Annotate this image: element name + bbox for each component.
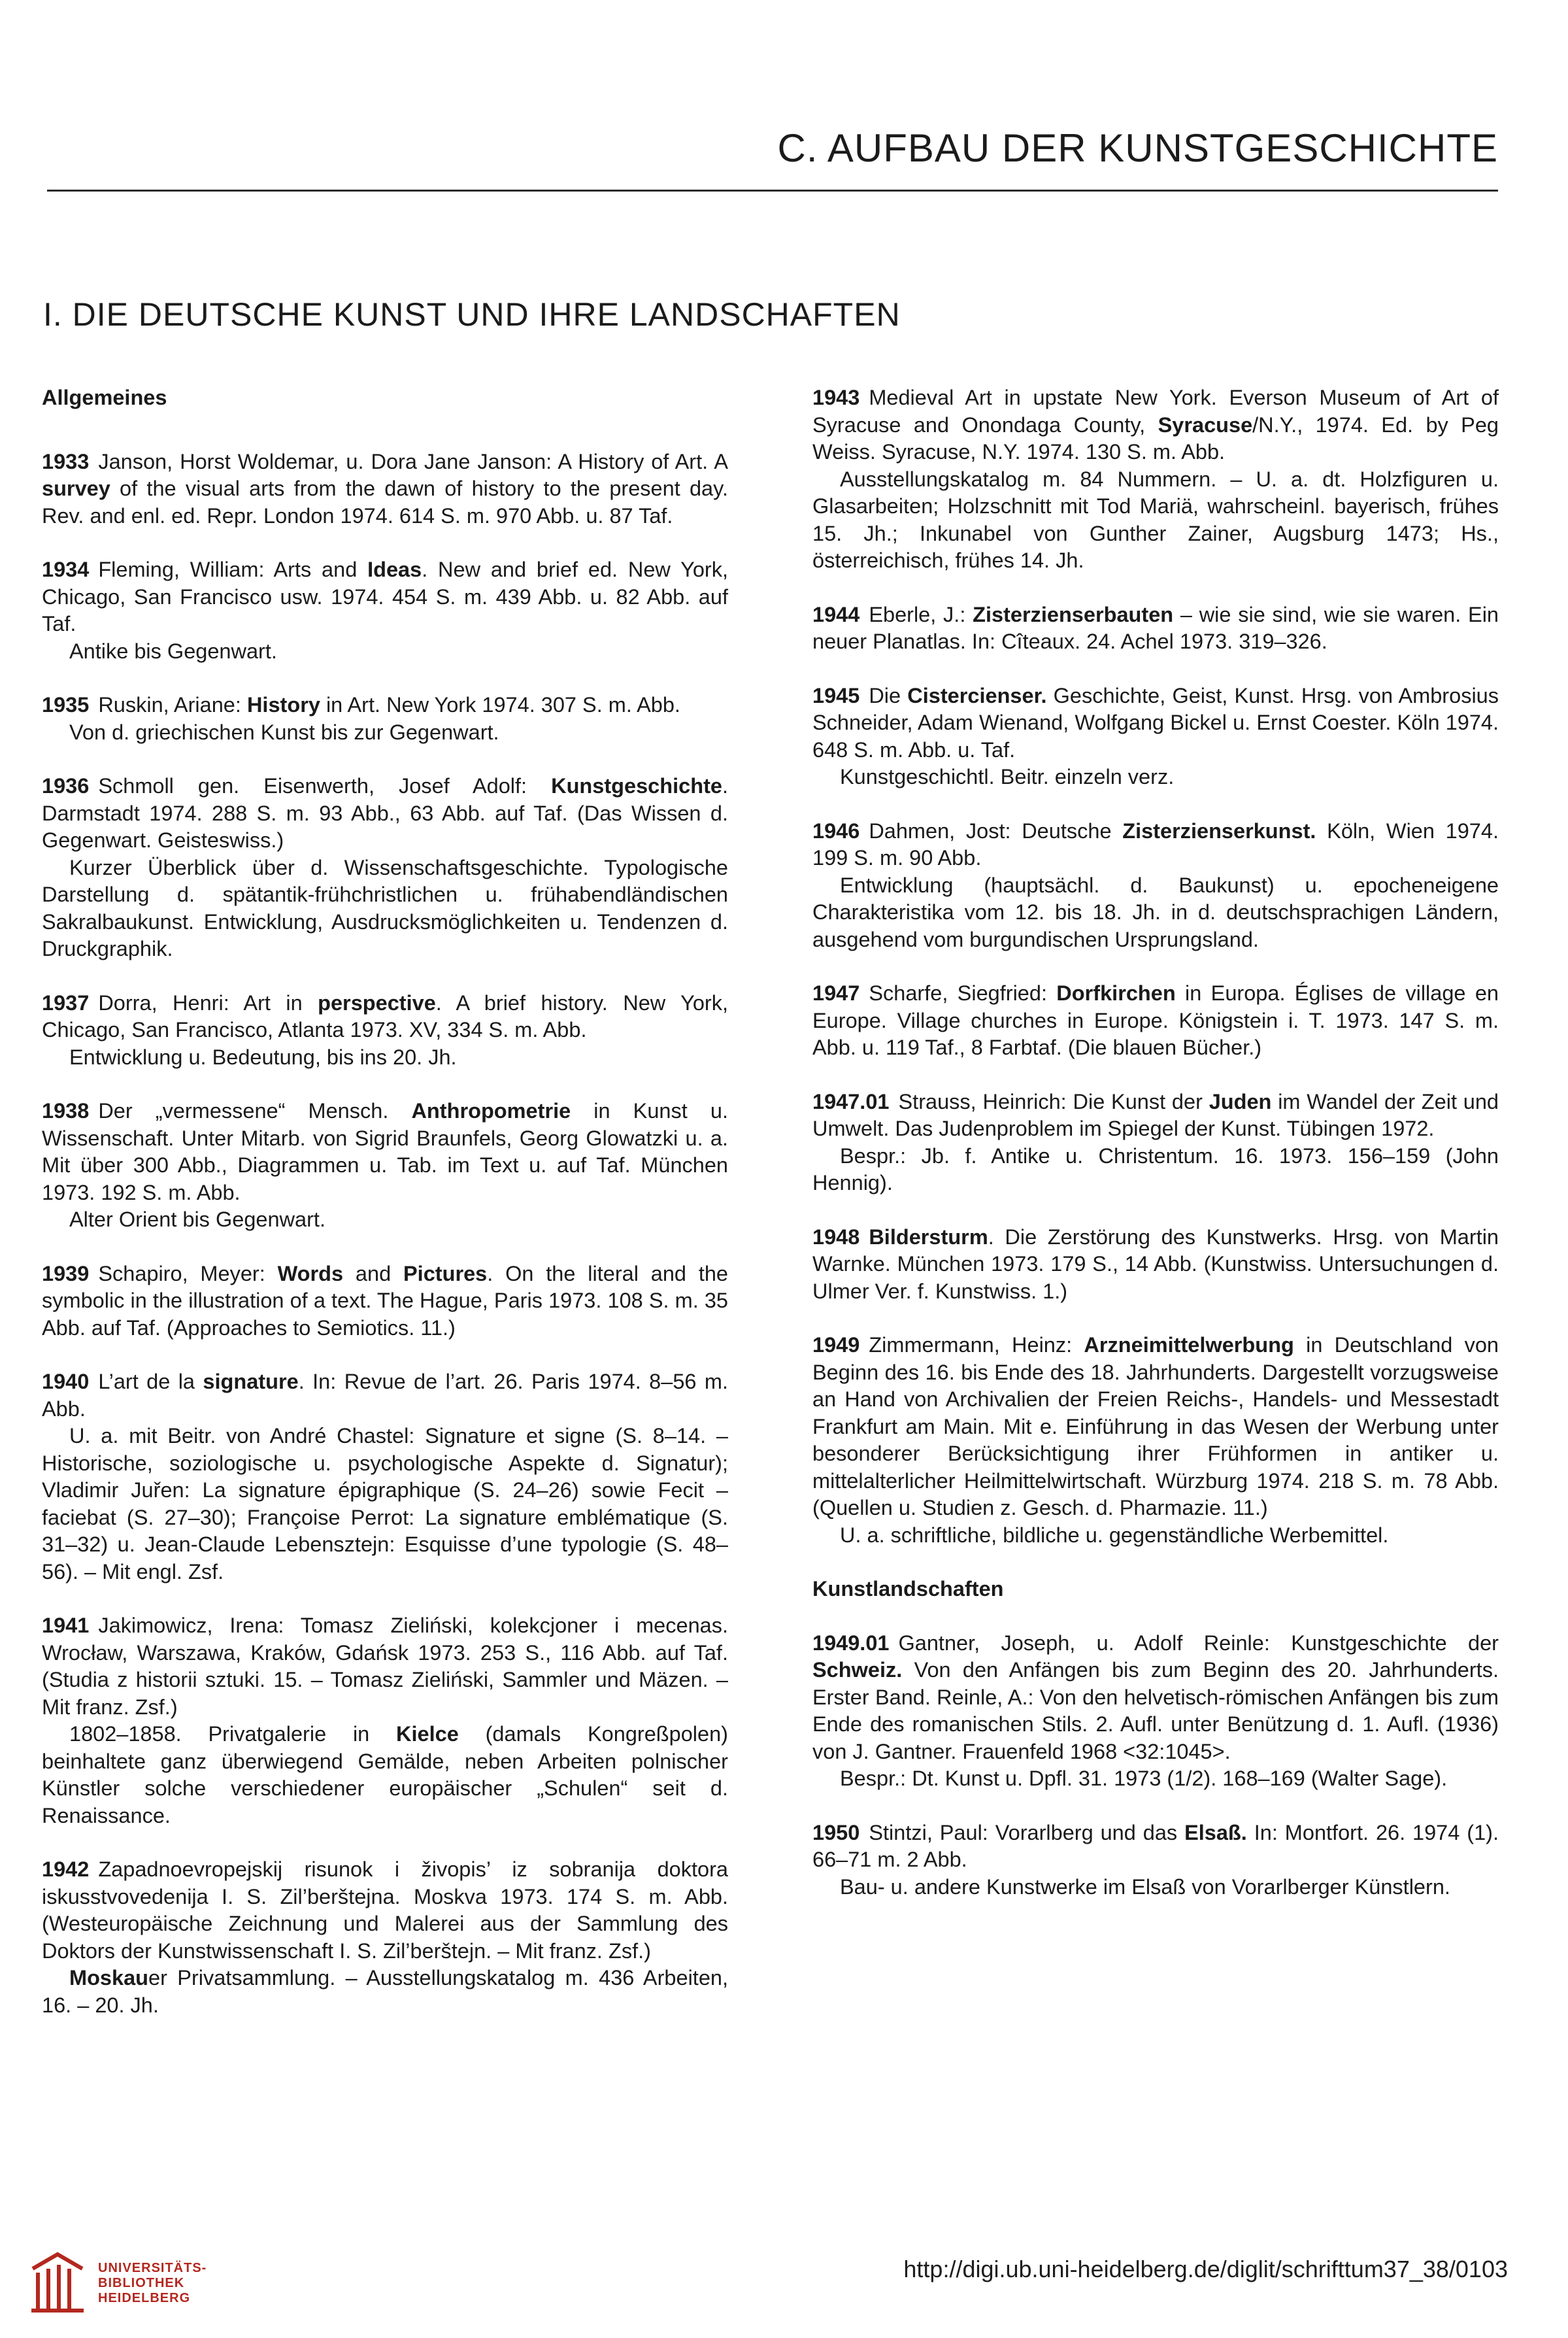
entry-text: in Europa. Églises de village en Europe. Village churches in Europe. Königstein i. T. 1973. 147 S. m. Abb. u. 119 Taf., 8 Farbtaf. (Die blauen Bücher.) (812, 981, 1499, 1059)
entry-citation (42, 1368, 728, 1423)
bibliography-entry (42, 1856, 728, 2019)
library-logo-icon (26, 2249, 89, 2314)
keyword: History (246, 693, 320, 717)
entry-annotation: U. a. schriftliche, bildliche u. gegenständliche Werbemittel. (840, 1523, 1389, 1547)
bibliography-entry (812, 1224, 1499, 1306)
entry-text: L’art de la (98, 1370, 203, 1393)
entry-text: Von den Anfängen bis zum Beginn des 20. Jahrhunderts. Erster Band. Reinle, A.: Von den helvetisch-römischen Anfängen bis zum Ende des romanischen Stils. 2. Aufl. unter Benützung d. 1. Aufl. (1936) von J. Gantner. Frauenfeld 1968 <32:1045>. (812, 1658, 1499, 1763)
entry-list-right (812, 384, 1499, 1549)
entry-text: in Art. New York 1974. 307 S. m. Abb. (320, 693, 680, 717)
keyword: Zisterzienserbauten (973, 602, 1174, 626)
entry-citation (42, 1612, 728, 1721)
entry-citation (812, 601, 1499, 656)
bibliography-entry (42, 773, 728, 963)
bibliography-entry (42, 1098, 728, 1234)
bibliography-entry (812, 683, 1499, 791)
entry-annotation: Von d. griechischen Kunst bis zur Gegenwart. (69, 720, 499, 744)
right-column (812, 384, 1499, 1927)
entry-text: Der „vermessene“ Mensch. (98, 1099, 412, 1123)
entry-citation (812, 384, 1499, 466)
entry-annotation: Bau- u. andere Kunstwerke im Elsaß von Vorarlberger Künstlern. (840, 1874, 1450, 1899)
entry-text: 1802–1858. Privatgalerie in (69, 1722, 397, 1746)
entry-annotation: Bespr.: Dt. Kunst u. Dpfl. 31. 1973 (1/2). 168–169 (Walter Sage). (840, 1767, 1448, 1790)
entry-text: and (343, 1261, 403, 1285)
entry-text: Ruskin, Ariane: (98, 693, 247, 717)
entry-citation (812, 980, 1499, 1062)
left-column (42, 384, 728, 2046)
entry-number: 1941 (42, 1614, 90, 1637)
keyword: Pictures (403, 1261, 488, 1285)
logo-text-line: BIBLIOTHEK (98, 2276, 185, 2290)
bibliography-entry (812, 384, 1499, 575)
keyword: Schweiz. (812, 1658, 903, 1682)
entry-text: – wie sie sind, wie sie waren. Ein neuer Planatlas. In: Cîteaux. 24. Achel 1973. 319–326. (812, 602, 1499, 653)
entry-list-left (42, 449, 728, 2020)
entry-citation (812, 1332, 1499, 1522)
bibliography-entry (812, 1630, 1499, 1793)
entry-text: Fleming, William: Arts and (98, 558, 368, 581)
entry-annotation: Antike bis Gegenwart. (69, 639, 277, 663)
entry-number: 1946 (812, 819, 860, 843)
entry-text: . Darmstadt 1974. 288 S. m. 93 Abb., 63 Abb. auf Taf. (Das Wissen d. Gegenwart. Geisteswiss.) (42, 774, 728, 852)
keyword: Juden (1209, 1089, 1272, 1113)
keyword: Arzneimittelwerbung (1084, 1333, 1294, 1357)
entry-number: 1944 (812, 602, 860, 626)
entry-number: 1937 (42, 991, 90, 1015)
entry-citation (42, 556, 728, 638)
entry-text: (damals Kongreßpolen) beinhaltete ganz überwiegend Gemälde, neben Arbeiten polnischer Künstler solche verschiedener europäischer „Schulen“ seit d. Renaissance. (42, 1722, 728, 1827)
entry-number: 1943 (812, 386, 860, 409)
entry-text: Dorra, Henri: Art in (98, 991, 318, 1015)
entry-list-kunstlandschaften (812, 1630, 1499, 1901)
entry-number: 1949 (812, 1333, 860, 1357)
bibliography-entry (812, 818, 1499, 954)
keyword: Anthropometrie (411, 1099, 571, 1123)
header-rule (47, 190, 1498, 192)
entry-text: Janson, Horst Woldemar, u. Dora Jane Janson: A History of Art. A (98, 449, 728, 473)
entry-text: Geschichte, Geist, Kunst. Hrsg. von Ambrosius Schneider, Adam Wienand, Wolfgang Bickel u. Ernst Coester. Köln 1974. 648 S. m. Abb. u. Taf. (812, 683, 1499, 762)
logo-text-line: UNIVERSITÄTS- (98, 2261, 207, 2275)
entry-annotation (42, 1721, 728, 1829)
entry-text: Köln, Wien 1974. 199 S. m. 90 Abb. (812, 819, 1499, 870)
entry-number: 1935 (42, 693, 90, 717)
keyword: Moskau (69, 1966, 149, 1990)
keyword: Dorfkirchen (1056, 981, 1176, 1005)
keyword: Cistercienser. (907, 683, 1047, 707)
entry-citation (42, 990, 728, 1044)
keyword: Elsaß. (1184, 1820, 1247, 1844)
bibliography-entry (812, 1820, 1499, 1901)
entry-text: Zapadnoevropejskij risunok i živopis’ iz sobranija doktora iskusstvovedenija I. S. Zil’berštejna. Moskva 1973. 174 S. m. Abb. (Westeuropäische Zeichnung und Malerei aus der Sammlung des Doktors der Kunstwissenschaft I. S. Zil’berštejn. – Mit franz. Zsf.) (42, 1857, 728, 1963)
entry-text: Scharfe, Siegfried: (869, 981, 1057, 1005)
entry-number: 1936 (42, 774, 90, 798)
entry-number: 1940 (42, 1370, 90, 1393)
bibliography-entry (42, 556, 728, 665)
keyword: Words (277, 1261, 344, 1285)
bibliography-entry (42, 692, 728, 746)
keyword: Kunstgeschichte (551, 774, 722, 798)
heading-allgemeines: Allgemeines (42, 386, 167, 409)
entry-number: 1945 (812, 683, 860, 707)
entry-text: Dahmen, Jost: Deutsche (869, 819, 1123, 843)
entry-annotation: Kunstgeschichtl. Beitr. einzeln verz. (840, 765, 1175, 788)
entry-number: 1934 (42, 558, 90, 581)
entry-number: 1948 (812, 1225, 860, 1249)
entry-citation (42, 1261, 728, 1342)
entry-text: in Deutschland von Beginn des 16. bis Ende des 18. Jahrhunderts. Dargestellt vorzugsweise an Hand von Archivalien der Freien Reichs-, Handels- und Messestadt Frankfurt am Main. Mit e. Einführung in das Wesen der Werbung unter besonderer Berücksichtigung ihrer Frühformen in antiker u. mittelalterlicher Heilmittelwirtschaft. Würzburg 1974. 218 S. m. 78 Abb. (Quellen u. Studien z. Gesch. d. Pharmazie. 11.) (812, 1333, 1499, 1519)
entry-text: of the visual arts from the dawn of history to the present day. Rev. and enl. ed. Repr. London 1974. 614 S. m. 970 Abb. u. 87 Taf. (42, 477, 728, 528)
entry-text: Medieval Art in upstate New York. Everson Museum of Art of Syracuse and Onondaga County, (812, 386, 1499, 437)
bibliography-entry (42, 1612, 728, 1829)
section-title: C. AUFBAU DER KUNSTGESCHICHTE (777, 126, 1498, 170)
keyword: perspective (318, 991, 436, 1015)
entry-citation (42, 692, 728, 719)
bibliography-entry (42, 449, 728, 530)
entry-number: 1947.01 (812, 1089, 890, 1113)
keyword: Zisterzienserkunst. (1122, 819, 1316, 843)
entry-text: im Wandel der Zeit und Umwelt. Das Judenproblem im Spiegel der Kunst. Tübingen 1972. (812, 1089, 1499, 1140)
entry-number: 1938 (42, 1099, 90, 1123)
entry-text: Stintzi, Paul: Vorarlberg und das (869, 1820, 1185, 1844)
entry-annotation: U. a. mit Beitr. von André Chastel: Signature et signe (S. 8–14. – Historische, soziologische u. psychologische Aspekte d. Signatur); Vladimir Juřen: La signature épigraphique (S. 24–26) sowie Fecit – faciebat (S. 27–30); Françoise Perrot: La signature emblématique (S. 31–32) u. Jean-Claude Lebensztejn: Esquisse d’une typologie (S. 48–56). – Mit engl. Zsf. (42, 1424, 728, 1584)
entry-text: in Kunst u. Wissenschaft. Unter Mitarb. von Sigrid Braunfels, Georg Glowatzki u. a. Mit über 300 Abb., Diagrammen u. Tab. im Text u. auf Taf. München 1973. 192 S. m. Abb. (42, 1099, 728, 1204)
entry-citation (812, 818, 1499, 872)
bibliography-entry (812, 1089, 1499, 1197)
entry-citation (42, 449, 728, 530)
entry-citation (42, 773, 728, 855)
logo-text-line: HEIDELBERG (98, 2291, 191, 2305)
entry-text: Schapiro, Meyer: (98, 1261, 278, 1285)
entry-citation (812, 1089, 1499, 1143)
entry-text: . On the literal and the symbolic in the illustration of a text. The Hague, Paris 1973. 108 S. m. 35 Abb. auf Taf. (Approaches to Semiotics. 11.) (42, 1261, 728, 1340)
entry-number: 1947 (812, 981, 860, 1005)
entry-text: In: Montfort. 26. 1974 (1). 66–71 m. 2 Abb. (812, 1820, 1499, 1871)
entry-text: Eberle, J.: (869, 602, 973, 626)
entry-text: er Privatsammlung. – Ausstellungskatalog m. 436 Arbeiten, 16. – 20. Jh. (42, 1966, 728, 2017)
entry-text: . A brief history. New York, Chicago, San Francisco, Atlanta 1973. XV, 334 S. m. Abb. (42, 991, 728, 1042)
entry-citation (42, 1856, 728, 1965)
heading-kunstlandschaften: Kunstlandschaften (812, 1577, 1004, 1601)
source-url-link[interactable]: http://digi.ub.uni-heidelberg.de/diglit/schrifttum37_38/0103 (903, 2256, 1508, 2282)
entry-citation (812, 1630, 1499, 1766)
keyword: Ideas (367, 558, 422, 581)
bibliography-entry (812, 1332, 1499, 1549)
keyword: signature (203, 1370, 299, 1393)
entry-annotation (42, 1965, 728, 2019)
entry-citation (812, 1820, 1499, 1874)
entry-annotation: Entwicklung (hauptsächl. d. Baukunst) u. epocheneigene Charakteristika vom 12. bis 18. Jh. in d. deutschsprachigen Ländern, ausgehend vom burgundischen Ursprungsland. (812, 873, 1499, 951)
entry-text: Gantner, Joseph, u. Adolf Reinle: Kunstgeschichte der (898, 1631, 1499, 1655)
keyword: Kielce (396, 1722, 459, 1746)
entry-number: 1942 (42, 1857, 90, 1881)
entry-text: Schmoll gen. Eisenwerth, Josef Adolf: (98, 774, 552, 798)
entry-text: . Die Zerstörung des Kunstwerks. Hrsg. von Martin Warnke. München 1973. 179 S., 14 Abb. (Kunstwiss. Untersuchungen d. Ulmer Ver. f. Kunstwiss. 1.) (812, 1225, 1499, 1303)
library-logo[interactable] (26, 2249, 242, 2314)
entry-citation (42, 1098, 728, 1206)
entry-number: 1949.01 (812, 1631, 890, 1655)
library-logo-text (98, 2261, 207, 2306)
entry-text: . In: Revue de l’art. 26. Paris 1974. 8–56 m. Abb. (42, 1370, 728, 1421)
entry-number: 1933 (42, 449, 90, 473)
bibliography-entry (812, 980, 1499, 1062)
bibliography-entry (42, 1368, 728, 1585)
entry-number: 1950 (812, 1820, 860, 1844)
entry-text: /N.Y., 1974. Ed. by Peg Weiss. Syracuse, N.Y. 1974. 130 S. m. Abb. (812, 413, 1499, 464)
bibliography-entry (812, 601, 1499, 656)
bibliography-entry (42, 1261, 728, 1342)
entry-annotation: Bespr.: Jb. f. Antike u. Christentum. 16. 1973. 156–159 (John Hennig). (812, 1144, 1499, 1194)
chapter-title: I. DIE DEUTSCHE KUNST UND IHRE LANDSCHAFTEN (43, 296, 901, 333)
entry-annotation: Kurzer Überblick über d. Wissenschaftsgeschichte. Typologische Darstellung d. spätantik-frühchristlichen u. frühabendländischen Sakralbaukunst. Entwicklung, Ausdrucksmöglichkeiten u. Tendenzen d. Druckgraphik. (42, 855, 728, 960)
bibliography-entry (42, 990, 728, 1072)
entry-citation (812, 1224, 1499, 1306)
entry-annotation: Entwicklung u. Bedeutung, bis ins 20. Jh. (69, 1045, 457, 1069)
entry-citation (812, 683, 1499, 764)
entry-text: Jakimowicz, Irena: Tomasz Zieliński, kolekcjoner i mecenas. Wrocław, Warszawa, Kraków, Gdańsk 1973. 253 S., 116 Abb. auf Taf. (Studia z historii sztuki. 15. – Tomasz Zieliński, Sammler und Mäzen. – Mit franz. Zsf.) (42, 1614, 728, 1719)
entry-annotation: Ausstellungskatalog m. 84 Nummern. – U. a. dt. Holzfiguren u. Glasarbeiten; Holzschnitt mit Tod Mariä, wahrscheinl. bayerisch, frühes 15. Jh.; Inkunabel von Gunther Zainer, Augsburg 1473; Hs., österreichisch, frühes 14. Jh. (812, 467, 1499, 572)
entry-text: . New and brief ed. New York, Chicago, San Francisco usw. 1974. 454 S. m. 439 Abb. u. 82 Abb. auf Taf. (42, 558, 728, 635)
keyword: Syracuse (1158, 413, 1253, 437)
entry-text: Die (869, 683, 908, 707)
entry-number: 1939 (42, 1261, 90, 1285)
entry-annotation: Alter Orient bis Gegenwart. (69, 1208, 325, 1231)
keyword: survey (42, 477, 110, 500)
entry-text: Zimmermann, Heinz: (869, 1333, 1084, 1357)
entry-text: Strauss, Heinrich: Die Kunst der (898, 1089, 1209, 1113)
keyword: Bildersturm (869, 1225, 988, 1249)
